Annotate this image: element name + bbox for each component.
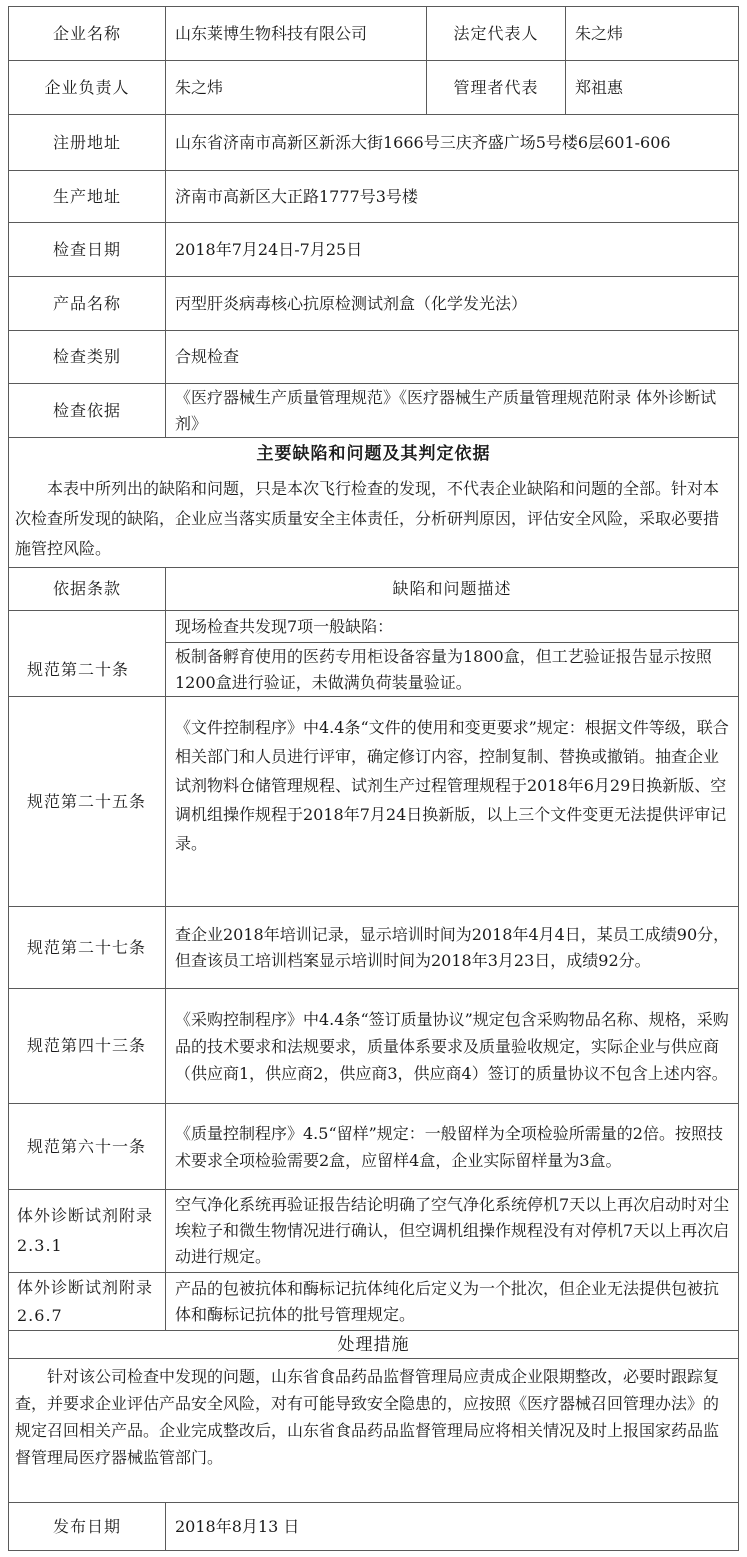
rule-line xyxy=(738,6,739,1551)
table-row-clause: 体外诊断试剂附录2.3.1 xyxy=(17,1206,154,1255)
defects-intro-text: 本表中所列出的缺陷和问题，只是本次飞行检查的发现，不代表企业缺陷和问题的全部。针对本次检查所发现的缺陷，企业应当落实质量安全主体责任，分析研判原因，评估安全风险，采取必要措施管控风险。 xyxy=(15,479,720,558)
company-name-value: 山东莱博生物科技有限公司 xyxy=(175,23,368,43)
company-name-label: 企业名称 xyxy=(52,23,121,43)
defects-summary: 现场检查共发现7项一般缺陷： xyxy=(175,616,394,636)
table-row-description: 《采购控制程序》中4.4条“签订质量协议”规定包含采购物品名称、规格，采购品的技术要求和法规要求，质量体系要求及质量验收规定，实际企业与供应商（供应商1，供应商2，供应商3，供应商4）签订的质量协议不包含上述内容。 xyxy=(175,1009,729,1083)
inspection-type-label: 检查类别 xyxy=(52,347,121,366)
registered-address-value: 山东省济南市高新区新泺大街1666号三庆齐盛广场5号楼6层601-606 xyxy=(175,132,671,152)
measures-section-title: 处理措施 xyxy=(337,1334,410,1355)
table-row-clause: 规范第二十五条 xyxy=(27,791,147,811)
publish-date-label: 发布日期 xyxy=(52,1516,121,1536)
table-row-clause: 规范第二十条 xyxy=(27,659,130,679)
inspection-basis-label: 检查依据 xyxy=(52,400,121,420)
legal-representative-label: 法定代表人 xyxy=(453,23,539,43)
table-row-description: 板制备孵育使用的医药专用柜设备容量为1800盒，但工艺验证报告显示按照1200盒进行验证，未做满负荷装量验证。 xyxy=(175,646,712,692)
production-address-value: 济南市高新区大正路1777号3号楼 xyxy=(175,186,418,206)
clause-column-header: 依据条款 xyxy=(52,579,121,598)
enterprise-manager-label: 企业负责人 xyxy=(44,77,130,97)
inspection-basis-value: 《医疗器械生产质量管理规范》《医疗器械生产质量管理规范附录 体外诊断试剂》 xyxy=(175,387,717,433)
inspection-date-value: 2018年7月24日-7月25日 xyxy=(175,239,363,259)
rule-line xyxy=(8,1550,739,1551)
table-row-clause: 规范第四十三条 xyxy=(27,1036,147,1055)
table-row-clause: 体外诊断试剂附录2.6.7 xyxy=(17,1277,154,1325)
table-row-description: 查企业2018年培训记录，显示培训时间为2018年4月4日，某员工成绩90分，但查该员工培训档案显示培训时间为2018年3月23日，成绩92分。 xyxy=(175,924,730,970)
management-representative-value: 郑祖惠 xyxy=(575,77,624,97)
inspection-date-label: 检查日期 xyxy=(52,239,121,259)
measures-text: 针对该公司检查中发现的问题，山东省食品药品监督管理局应责成企业限期整改，必要时跟踪复查，并要求企业评估产品安全风险，对有可能导致安全隐患的，应按照《医疗器械召回管理办法》的规定召回相关产品。企业完成整改后，山东省食品药品监督管理局应将相关情况及时上报国家药品监督管理局医疗器械监管部门。 xyxy=(15,1367,720,1467)
publish-date-value: 2018年8月13 日 xyxy=(175,1516,300,1536)
legal-representative-value: 朱之炜 xyxy=(575,23,624,43)
defects-section-title: 主要缺陷和问题及其判定依据 xyxy=(256,444,491,464)
registered-address-label: 注册地址 xyxy=(52,132,121,152)
management-representative-label: 管理者代表 xyxy=(453,77,539,97)
table-row-description: 《质量控制程序》4.5“留样”规定：一般留样为全项检验所需量的2倍。按照技术要求全项检验需要2盒，应留样4盒，企业实际留样量为3盒。 xyxy=(175,1123,723,1170)
product-name-label: 产品名称 xyxy=(52,293,121,313)
table-row-description: 产品的包被抗体和酶标记抗体纯化后定义为一个批次，但企业无法提供包被抗体和酶标记抗体的批号管理规定。 xyxy=(175,1278,720,1324)
enterprise-manager-value: 朱之炜 xyxy=(175,77,224,97)
inspection-type-value: 合规检查 xyxy=(175,347,240,366)
table-row-clause: 规范第六十一条 xyxy=(27,1136,147,1156)
rule-line xyxy=(8,1358,739,1359)
description-column-header: 缺陷和问题描述 xyxy=(392,579,512,598)
product-name-value: 丙型肝炎病毒核心抗原检测试剂盒（化学发光法） xyxy=(175,293,528,313)
production-address-label: 生产地址 xyxy=(52,186,121,206)
table-row-description: 《文件控制程序》中4.4条“文件的使用和变更要求”规定：根据文件等级，联合相关部门和人员进行评审，确定修订内容，控制复制、替换或撤销。抽查企业试剂物料仓储管理规程、试剂生产过程管理规程于2018年6月29日换新版、空调机组操作规程于2018年7月24日换新版，以上三个文件变更无法提供评审记录。 xyxy=(175,718,729,853)
table-row-description: 空气净化系统再验证报告结论明确了空气净化系统停机7天以上再次启动时对尘埃粒子和微生物情况进行确认，但空调机组操作规程没有对停机7天以上再次启动进行规定。 xyxy=(175,1195,730,1266)
table-row-clause: 规范第二十七条 xyxy=(27,937,147,957)
